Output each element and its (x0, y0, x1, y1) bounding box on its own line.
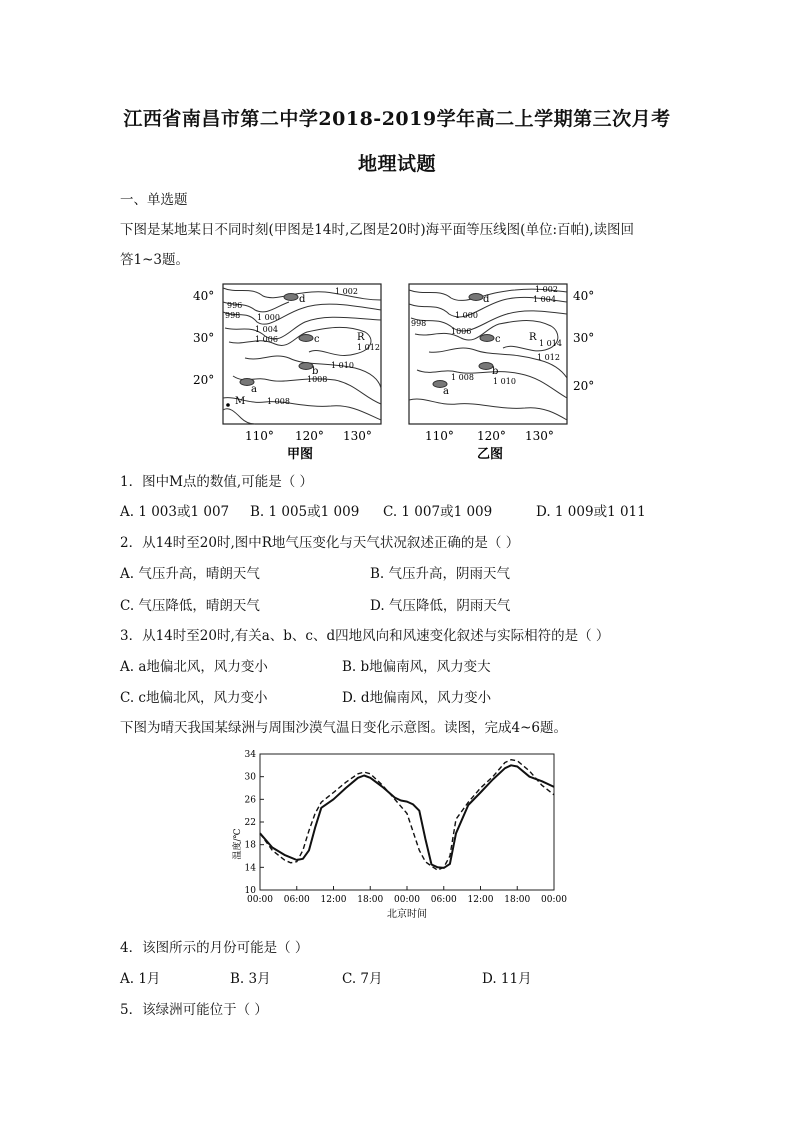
yi-isobar-label: 1 012 (537, 353, 560, 362)
y-tick-label: 30 (244, 772, 256, 783)
lon-label-110-jia: 110° (245, 429, 274, 443)
q1-option-d: D. 1 009或1 011 (536, 504, 646, 520)
jia-point-label-b: b (312, 366, 319, 377)
jia-point-label-c: c (314, 334, 320, 345)
intro-2: 下图为晴天我国某绿洲与周围沙漠气温日变化示意图。读图，完成4~6题。 (120, 720, 567, 736)
q4-option-a: A. 1月 (120, 971, 161, 987)
jia-isobar-label: 1 000 (257, 313, 280, 322)
intro-line-1: 下图是某地某日不同时刻(甲图是14时,乙图是20时)海平面等压线图(单位:百帕),读图回 (120, 222, 635, 238)
series-line-solid (260, 765, 554, 868)
map-jia-frame (223, 284, 381, 424)
jia-point-label-d: d (299, 294, 306, 305)
lon-label-120-yi: 120° (477, 429, 506, 443)
x-tick-label: 00:00 (247, 895, 273, 905)
y-tick-label: 34 (244, 750, 256, 760)
jia-isobar-label: 1 002 (335, 287, 358, 296)
x-tick-label: 12:00 (320, 895, 347, 905)
yi-isobar-label: 1 008 (451, 373, 474, 382)
series-line-dashed (260, 760, 554, 871)
q3-option-c: C. c地偏北风，风力变小 (120, 690, 268, 706)
jia-isobar-label: 1008 (307, 375, 328, 384)
lon-label-110-yi: 110° (425, 429, 454, 443)
map-jia-isobars (223, 288, 381, 424)
intro-line-2: 答1~3题。 (120, 252, 189, 268)
jia-isobar-label: 1 008 (267, 397, 290, 406)
yi-point-label-d: d (483, 294, 490, 305)
map-yi-caption: 乙图 (477, 447, 504, 462)
yi-isobar-label: 1006 (451, 327, 472, 336)
y-tick-label: 14 (244, 863, 256, 874)
y-tick-label: 18 (244, 840, 256, 851)
jia-point-label-a: a (251, 384, 257, 395)
jia-isobar-label: 1 012 (357, 343, 380, 352)
y-tick-label: 26 (244, 795, 256, 806)
yi-point-label-a: a (443, 386, 449, 397)
yi-isobar-label: 1 004 (533, 295, 556, 304)
map-yi-point-c-marker (480, 335, 494, 342)
map-jia-point-m-marker (226, 403, 230, 407)
yi-point-label-b: b (492, 366, 499, 377)
lat-label-40-left: 40° (193, 289, 215, 303)
q1-stem: 1．图中M点的数值,可能是（ ） (120, 474, 313, 490)
jia-isobar-label: 1 006 (255, 335, 278, 344)
yi-isobar-label: 998 (411, 319, 427, 328)
yi-isobar-label: 1 014 (539, 339, 562, 348)
q1-option-c: C. 1 007或1 009 (383, 504, 493, 520)
lon-label-130-jia: 130° (343, 429, 372, 443)
q3-option-b: B. b地偏南风，风力变大 (342, 659, 491, 675)
q4-option-d: D. 11月 (482, 971, 532, 987)
doc-subtitle: 地理试题 (357, 153, 436, 175)
yi-isobar-label: 1 002 (535, 285, 558, 294)
x-tick-label: 12:00 (467, 895, 494, 905)
q4-option-c: C. 7月 (342, 971, 383, 987)
q5-stem: 5．该绿洲可能位于（ ） (120, 1002, 268, 1018)
x-axis-ticks (244, 886, 567, 905)
lat-label-30-left: 30° (193, 331, 215, 345)
q2-stem: 2．从14时至20时,图中R地气压变化与天气状况叙述正确的是（ ） (120, 535, 520, 551)
x-tick-label: 06:00 (283, 895, 310, 905)
x-tick-label: 00:00 (541, 895, 567, 905)
jia-isobar-label: 1 010 (331, 361, 354, 370)
q2-option-b: B. 气压升高，阴雨天气 (370, 566, 511, 582)
lon-label-130-yi: 130° (525, 429, 554, 443)
q1-option-a: A. 1 003或1 007 (120, 504, 230, 520)
map-yi-point-b-marker (479, 363, 493, 370)
x-tick-label: 18:00 (357, 895, 384, 905)
x-tick-label: 18:00 (504, 895, 531, 905)
q4-stem: 4．该图所示的月份可能是（ ） (120, 940, 309, 956)
lat-label-40-right: 40° (573, 289, 595, 303)
temperature-chart (222, 744, 572, 924)
yi-point-label-r: R (529, 332, 537, 343)
y-axis-label: 温度/℃ (233, 828, 243, 860)
lat-label-20-left: 20° (193, 373, 215, 387)
q2-option-a: A. 气压升高，晴朗天气 (120, 566, 260, 582)
jia-point-label-m: M (235, 396, 246, 407)
yi-isobar-label: 1 010 (493, 377, 516, 386)
y-tick-label: 10 (244, 886, 256, 896)
q2-option-d: D. 气压降低，阴雨天气 (370, 598, 511, 614)
q3-stem: 3．从14时至20时,有关a、b、c、d四地风向和风速变化叙述与实际相符的是（ ） (120, 628, 610, 644)
map-yi-point-d-marker (469, 294, 483, 301)
jia-point-label-r: R (357, 332, 365, 343)
q1-option-b: B. 1 005或1 009 (250, 504, 360, 520)
x-tick-label: 00:00 (394, 895, 420, 905)
lat-label-20-right: 20° (573, 379, 595, 393)
q3-option-d: D. d地偏南风，风力变小 (342, 690, 492, 706)
jia-isobar-label: 1 004 (255, 325, 278, 334)
map-jia-point-b-marker (299, 363, 313, 370)
jia-isobar-label: 998 (225, 311, 241, 320)
map-jia-point-labels (235, 294, 365, 407)
q3-option-a: A. a地偏北风，风力变小 (120, 659, 268, 675)
y-axis-ticks (245, 750, 264, 896)
yi-point-label-c: c (495, 334, 501, 345)
lat-label-30-right: 30° (573, 331, 595, 345)
x-axis-label: 北京时间 (387, 909, 427, 920)
map-jia-caption: 甲图 (287, 447, 314, 462)
map-jia-point-d-marker (284, 294, 298, 301)
yi-isobar-label: 1 000 (455, 311, 478, 320)
isobar-maps-figure (185, 280, 615, 465)
q2-option-c: C. 气压降低，晴朗天气 (120, 598, 260, 614)
chart-series (260, 760, 554, 871)
x-tick-label: 06:00 (430, 895, 457, 905)
doc-title: 江西省南昌市第二中学2018-2019学年高二上学期第三次月考 (123, 108, 671, 130)
map-jia-point-c-marker (299, 335, 313, 342)
lon-label-120-jia: 120° (295, 429, 324, 443)
chart-plot-frame (260, 754, 554, 890)
q4-option-b: B. 3月 (230, 971, 271, 987)
y-tick-label: 22 (244, 818, 256, 828)
section-heading: 一、单选题 (120, 192, 188, 208)
jia-isobar-label: 996 (227, 301, 243, 310)
